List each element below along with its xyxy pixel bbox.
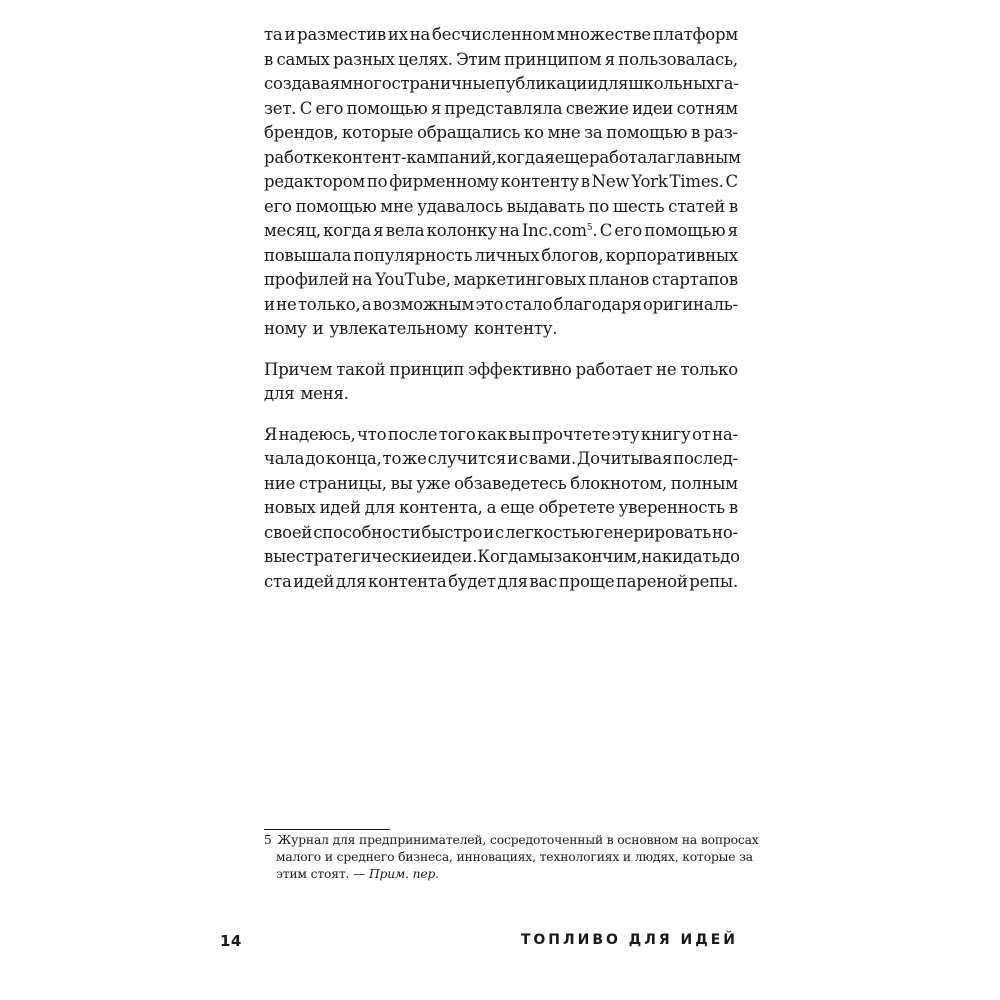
text-line: [264, 317, 738, 342]
text-line: [264, 146, 741, 171]
word: помощью: [606, 123, 688, 142]
word: Я: [264, 424, 278, 444]
word: принцип: [389, 359, 465, 379]
word: редактором: [264, 172, 366, 191]
word: раз-: [703, 123, 738, 142]
word: его: [614, 221, 643, 240]
footnote-text: этим стоят. —: [276, 867, 369, 881]
word: корпоративных: [605, 245, 738, 265]
word: на: [499, 221, 520, 240]
word: только: [680, 359, 738, 379]
paragraph-2: [264, 358, 738, 407]
word: статей: [668, 196, 726, 216]
word: пользовалась,: [618, 49, 738, 69]
word: работает: [575, 359, 653, 379]
word: оригиналь-: [642, 294, 738, 314]
text-line: [264, 97, 738, 122]
word: репы.: [689, 571, 738, 591]
word: я: [373, 221, 384, 240]
footnote-divider: [264, 829, 390, 830]
footnote-text: малого и среднего бизнеса, инновациях, технологиях и людях, которые за: [276, 850, 753, 864]
word: шесть: [612, 196, 665, 216]
text-line: [264, 244, 738, 269]
word: зет.: [264, 98, 297, 118]
word: своей: [264, 522, 313, 542]
footnote-translator-note: Прим. пер.: [368, 867, 439, 881]
word: и: [284, 25, 296, 44]
word: с: [494, 522, 505, 542]
text-line: [264, 472, 738, 497]
word: меня.: [300, 384, 349, 403]
footnote-number: 5: [264, 833, 272, 847]
word: платформ: [652, 25, 738, 44]
paragraph-1: [264, 23, 741, 342]
word: профилей: [264, 270, 350, 289]
word: его: [315, 98, 344, 118]
word: и: [483, 522, 495, 542]
word: С: [599, 221, 613, 240]
word: свежие: [565, 98, 629, 118]
word: от: [691, 424, 711, 444]
word: на-: [712, 424, 738, 444]
text-line: [264, 570, 738, 595]
text-line: [264, 382, 738, 407]
word: вас: [529, 571, 558, 591]
word: С: [299, 98, 313, 118]
word: для: [335, 571, 367, 591]
word: уверенность: [618, 498, 725, 517]
word: сотням: [676, 98, 738, 118]
word: а: [486, 498, 497, 517]
word: я: [604, 49, 615, 69]
word: послед-: [673, 449, 738, 468]
word: и: [507, 449, 518, 468]
word: в: [728, 196, 738, 216]
word: после: [387, 424, 438, 444]
word: не: [656, 359, 677, 379]
word: главным: [666, 147, 741, 167]
word: представляла: [444, 98, 563, 118]
word: публикации: [495, 74, 598, 93]
word: Дочитывая: [576, 449, 673, 468]
word: маркетинговых: [453, 270, 586, 289]
word: для: [264, 384, 295, 403]
word: Этим: [456, 49, 501, 69]
word: что: [357, 424, 387, 444]
text-line: [264, 121, 738, 146]
word: помощью: [644, 221, 726, 240]
word: страницы,: [298, 473, 387, 493]
word: идеи: [632, 98, 674, 118]
word: но-: [712, 522, 738, 542]
word: возможным: [372, 294, 475, 314]
word: прочтете: [531, 424, 611, 444]
word: не: [276, 294, 297, 314]
word: ному: [264, 319, 307, 338]
word: того: [438, 424, 476, 444]
word: это: [475, 294, 504, 314]
word: когда: [323, 221, 372, 240]
word: с: [518, 449, 528, 468]
footnote-line: [264, 849, 753, 866]
word: га-: [715, 74, 739, 93]
word: С: [725, 172, 738, 191]
word: эту: [611, 424, 640, 444]
word: и: [312, 319, 324, 338]
word: фирменному: [389, 172, 499, 191]
word: закончим,: [553, 547, 642, 566]
word: на: [351, 270, 373, 289]
running-title: ТОПЛИВО ДЛЯ ИДЕЙ: [520, 932, 738, 948]
text-line: [264, 423, 738, 448]
footnote: [264, 832, 759, 883]
word: проще: [558, 571, 615, 591]
word: книгу: [640, 424, 691, 444]
text-line: [264, 170, 738, 195]
word: контента,: [399, 498, 483, 517]
word: будет: [448, 571, 496, 591]
word: конца,: [325, 449, 382, 468]
word: мне: [547, 123, 581, 142]
word: эффективно: [468, 359, 572, 379]
word: мы: [527, 547, 554, 566]
word: обращались: [417, 123, 521, 142]
word: и: [264, 294, 275, 314]
word: Inc.com$^5$.: [521, 221, 598, 240]
word: пареной: [615, 571, 688, 591]
word: идей: [319, 498, 361, 517]
word: целях.: [398, 49, 453, 69]
word: самых: [276, 49, 330, 69]
word: брендов,: [264, 123, 339, 142]
word: в: [690, 123, 701, 142]
word: множестве: [556, 25, 651, 44]
word: повышала: [264, 245, 352, 265]
word: быстро: [421, 522, 483, 542]
word: планов: [588, 270, 649, 289]
text-line: [264, 496, 738, 521]
word: месяц,: [264, 221, 321, 240]
word: мне: [380, 196, 414, 216]
word: только,: [297, 294, 361, 314]
word: чала: [264, 449, 305, 468]
text-line: [264, 293, 738, 318]
text-line: [264, 72, 738, 97]
main-text: [264, 23, 741, 610]
word: YouTube,: [375, 270, 451, 289]
word: для: [497, 571, 528, 591]
word: еще: [554, 147, 589, 167]
word: контента: [367, 571, 447, 591]
word: которые: [341, 123, 414, 142]
word: Когда: [477, 547, 528, 566]
word: уже: [416, 473, 451, 493]
word: идеи.: [431, 547, 478, 566]
word: принципом: [504, 49, 602, 69]
word: та: [264, 25, 283, 44]
word: разместив: [297, 25, 387, 44]
footnote-line: [264, 832, 759, 849]
word: до: [720, 547, 740, 566]
word: я: [430, 98, 442, 118]
word: вела: [385, 221, 425, 240]
word: вами.: [528, 449, 577, 468]
text-line: [264, 195, 738, 220]
word: когда: [496, 147, 545, 167]
word: такой: [336, 359, 386, 379]
word: случится: [427, 449, 507, 468]
word: накидать: [641, 547, 721, 566]
word: Times.: [669, 172, 724, 191]
word: выдавать: [506, 196, 585, 216]
word: идей: [293, 571, 335, 591]
word: работке: [264, 147, 333, 167]
text-line: [264, 48, 738, 73]
word: на: [409, 25, 431, 44]
word: я: [544, 147, 555, 167]
word: стало: [504, 294, 553, 314]
word: по: [588, 196, 610, 216]
word: личных: [474, 245, 540, 265]
word: York: [631, 172, 668, 191]
text-line-with-footnote-ref: [264, 219, 738, 244]
word: до: [305, 449, 325, 468]
word: увлекательному: [329, 319, 468, 338]
word: по: [366, 172, 388, 191]
footnote-reference[interactable]: 5: [586, 223, 593, 233]
word: контенту: [500, 172, 579, 191]
word: стратегические: [295, 547, 432, 566]
text-line: [264, 358, 738, 383]
word: колонку: [426, 221, 497, 240]
word: в: [264, 49, 274, 69]
word: генерировать: [595, 522, 712, 542]
word: надеюсь,: [278, 424, 356, 444]
word: разных: [333, 49, 395, 69]
word: создавая: [264, 74, 341, 93]
word: а: [361, 294, 372, 314]
word: я: [727, 221, 738, 240]
word: популярность: [353, 245, 473, 265]
word: в: [728, 498, 738, 517]
word: New: [591, 172, 630, 191]
word: полным: [670, 473, 738, 493]
word: их: [387, 25, 408, 44]
text-line: [264, 545, 738, 570]
word: вые: [264, 547, 296, 566]
page-number: 14: [220, 932, 242, 950]
text-line: [264, 521, 738, 546]
word: ние: [264, 473, 296, 493]
word: Причем: [264, 359, 333, 379]
footnote-line: [264, 866, 738, 883]
word: блогов,: [541, 245, 604, 265]
word: обретете: [538, 498, 615, 517]
word: обзаведетесь: [454, 473, 567, 493]
word: ко: [523, 123, 544, 142]
word: в: [580, 172, 590, 191]
word: школьных: [628, 74, 716, 93]
text-line: [264, 23, 738, 48]
word: блокнотом,: [570, 473, 668, 493]
word: контенту.: [473, 319, 558, 338]
word: вы: [508, 424, 531, 444]
word: новых: [264, 498, 316, 517]
word: его: [264, 196, 292, 216]
word: помощью: [346, 98, 428, 118]
paragraph-3: [264, 423, 738, 595]
word: то: [382, 449, 402, 468]
word: легкостью: [504, 522, 595, 542]
word: за: [584, 123, 603, 142]
word: бесчисленном: [432, 25, 555, 44]
text-line: [264, 447, 738, 472]
word: для: [364, 498, 396, 517]
word: многостраничные: [340, 74, 496, 93]
word: стартапов: [651, 270, 738, 289]
word: для: [597, 74, 629, 93]
word: работала: [588, 147, 667, 167]
word: контент-кампаний,: [332, 147, 497, 167]
word: вы: [390, 473, 413, 493]
word: благодаря: [553, 294, 642, 314]
word: же: [402, 449, 427, 468]
text-line: [264, 268, 738, 293]
word: ста: [264, 571, 292, 591]
word: помощью: [295, 196, 377, 216]
word: удавалось: [417, 196, 503, 216]
word: как: [477, 424, 507, 444]
word: еще: [500, 498, 535, 517]
footnote-text: Журнал для предпринимателей, сосредоточенный в основном на вопросах: [277, 833, 759, 847]
word: способности: [313, 522, 421, 542]
